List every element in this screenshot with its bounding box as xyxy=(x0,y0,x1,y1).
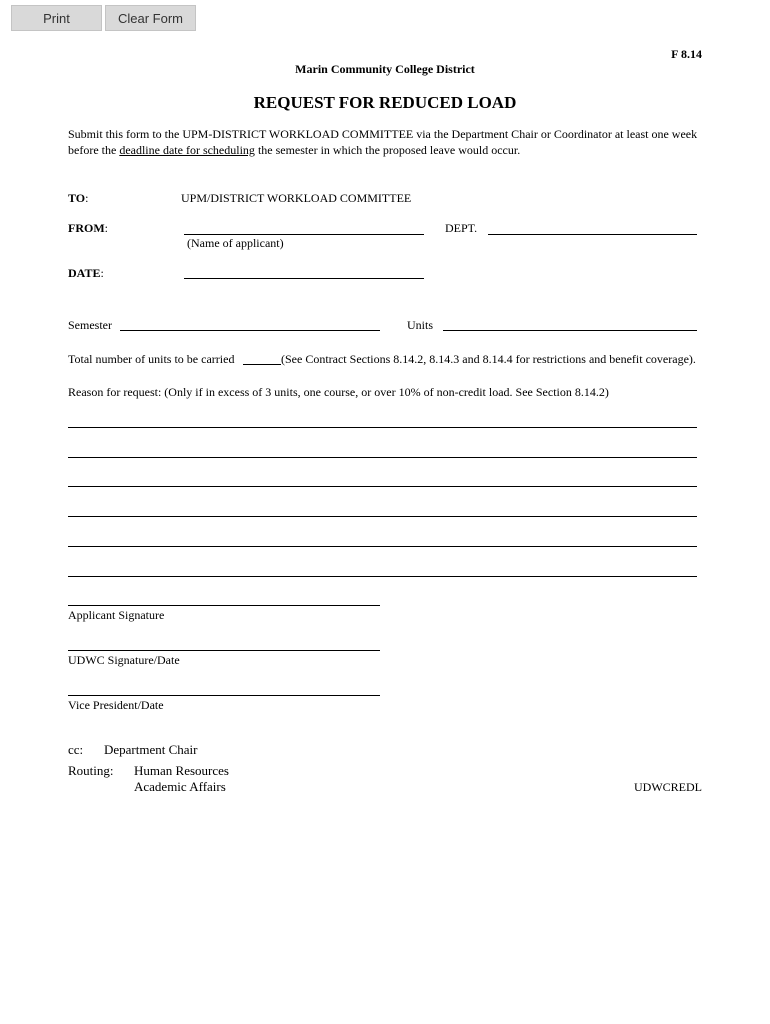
routing-label: Routing: xyxy=(68,763,114,778)
routing-line-2: Academic Affairs xyxy=(134,779,226,794)
to-colon: : xyxy=(85,191,89,205)
form-title: REQUEST FOR REDUCED LOAD xyxy=(253,93,517,112)
date-field[interactable] xyxy=(184,264,424,279)
vp-signature-label: Vice President/Date xyxy=(68,698,164,712)
udwc-signature-label: UDWC Signature/Date xyxy=(68,653,180,667)
dept-field[interactable] xyxy=(488,220,697,235)
udwc-signature-line[interactable] xyxy=(68,636,380,651)
reason-label: Reason for request: (Only if in excess of 3 units, one course, or over 10% of non-credit load. See Section 8.14.2) xyxy=(68,385,609,399)
applicant-signature-line[interactable] xyxy=(68,591,380,606)
total-units-field[interactable] xyxy=(243,351,281,365)
total-units-label: Total number of units to be carried xyxy=(68,352,235,366)
to-label: TO xyxy=(68,191,86,205)
reason-line-6[interactable] xyxy=(68,560,697,577)
units-field[interactable] xyxy=(443,316,697,331)
dept-label: DEPT. xyxy=(445,221,478,235)
date-label-group xyxy=(68,266,104,280)
cc-value: Department Chair xyxy=(104,742,198,757)
intro-text xyxy=(68,127,718,158)
applicant-signature-label: Applicant Signature xyxy=(68,608,165,622)
from-hint: (Name of applicant) xyxy=(187,236,284,250)
reason-line-4[interactable] xyxy=(68,500,697,517)
form-code: F 8.14 xyxy=(671,47,702,61)
district-name: Marin Community College District xyxy=(295,62,475,76)
deadline-link: deadline date for scheduling xyxy=(119,142,255,157)
from-colon: : xyxy=(104,221,108,235)
from-name-field[interactable] xyxy=(184,220,424,235)
date-label: DATE xyxy=(68,266,101,280)
routing-line-1: Human Resources xyxy=(134,763,229,778)
intro-text-after: the semester in which the proposed leave would occur. xyxy=(254,142,521,157)
reason-line-3[interactable] xyxy=(68,470,697,487)
print-button[interactable]: Print xyxy=(11,5,102,31)
to-value: UPM/DISTRICT WORKLOAD COMMITTEE xyxy=(181,191,412,205)
vp-signature-line[interactable] xyxy=(68,681,380,696)
total-units-note: (See Contract Sections 8.14.2, 8.14.3 and 8.14.4 for restrictions and benefit coverage). xyxy=(281,352,696,366)
from-label: FROM xyxy=(68,221,105,235)
reason-line-1[interactable] xyxy=(68,411,697,428)
to-label-group xyxy=(68,191,88,205)
from-label-group xyxy=(68,221,108,235)
reason-line-2[interactable] xyxy=(68,441,697,458)
intro-text-before: Submit this form to the UPM-DISTRICT WORKLOAD COMMITTEE via the Department Chair or Coordinator at least one week before the xyxy=(68,127,698,157)
reason-line-5[interactable] xyxy=(68,530,697,547)
semester-field[interactable] xyxy=(120,316,380,331)
semester-label: Semester xyxy=(68,318,112,332)
clear-form-button[interactable]: Clear Form xyxy=(105,5,196,31)
units-label: Units xyxy=(407,318,434,332)
date-colon: : xyxy=(100,266,104,280)
footer-code: UDWCREDL xyxy=(634,780,702,794)
cc-label: cc: xyxy=(68,742,84,757)
